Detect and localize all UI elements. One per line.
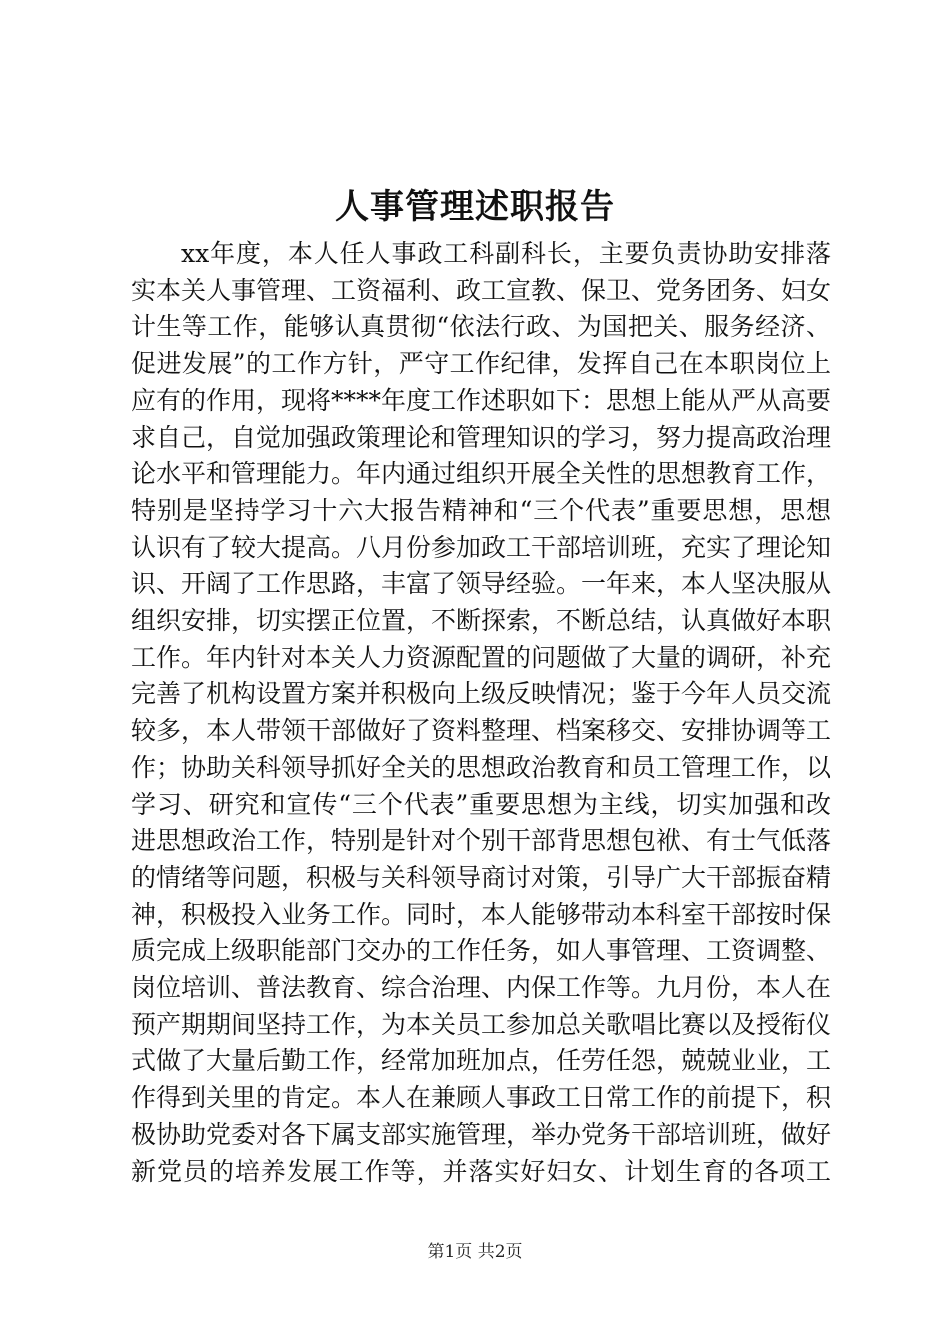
page-number-footer: 第1页 共2页 (427, 1242, 523, 1262)
document-body-paragraph: xx年度，本人任人事政工科副科长，主要负责协助安排落实本关人事管理、工资福利、政工宣教、保卫、党务团务、妇女计生等工作，能够认真贯彻“依法行政、为国把关、服务经济、促进发展”的工作方针，严守工作纪律，发挥自己在本职岗位上应有的作用，现将****年度工作述职如下：思想上能从严从高要求自己，自觉加强政策理论和管理知识的学习，努力提高政治理论水平和管理能力。年内通过组织开展全关性的思想教育工作，特别是坚持学习十六大报告精神和“三个代表”重要思想，思想认识有了较大提高。八月份参加政工干部培训班，充实了理论知识、开阔了工作思路，丰富了领导经验。一年来，本人坚决服从组织安排，切实摆正位置，不断探索，不断总结，认真做好本职工作。年内针对本关人力资源配置的问题做了大量的调研，补充完善了机构设置方案并积极向上级反映情况；鉴于今年人员交流较多，本人带领干部做好了资料整理、档案移交、安排协调等工作；协助关科领导抓好全关的思想政治教育和员工管理工作，以学习、研究和宣传“三个代表”重要思想为主线，切实加强和改进思想政治工作，特别是针对个别干部背思想包袱、有士气低落的情绪等问题，积极与关科领导商讨对策，引导广大干部振奋精神，积极投入业务工作。同时，本人能够带动本科室干部按时保质完成上级职能部门交办的工作任务，如人事管理、工资调整、岗位培训、普法教育、综合治理、内保工作等。九月份，本人在预产期期间坚持工作，为本关员工参加总关歌唱比赛以及授衔仪式做了大量后勤工作，经常加班加点，任劳任怨，兢兢业业，工作得到关里的肯定。本人在兼顾人事政工日常工作的前提下，积极协助党委对各下属支部实施管理，举办党务干部培训班，做好新党员的培养发展工作等，并落实好妇女、计划生育的各项工 (131, 239, 831, 1186)
document-title: 人事管理述职报告 (335, 187, 615, 227)
